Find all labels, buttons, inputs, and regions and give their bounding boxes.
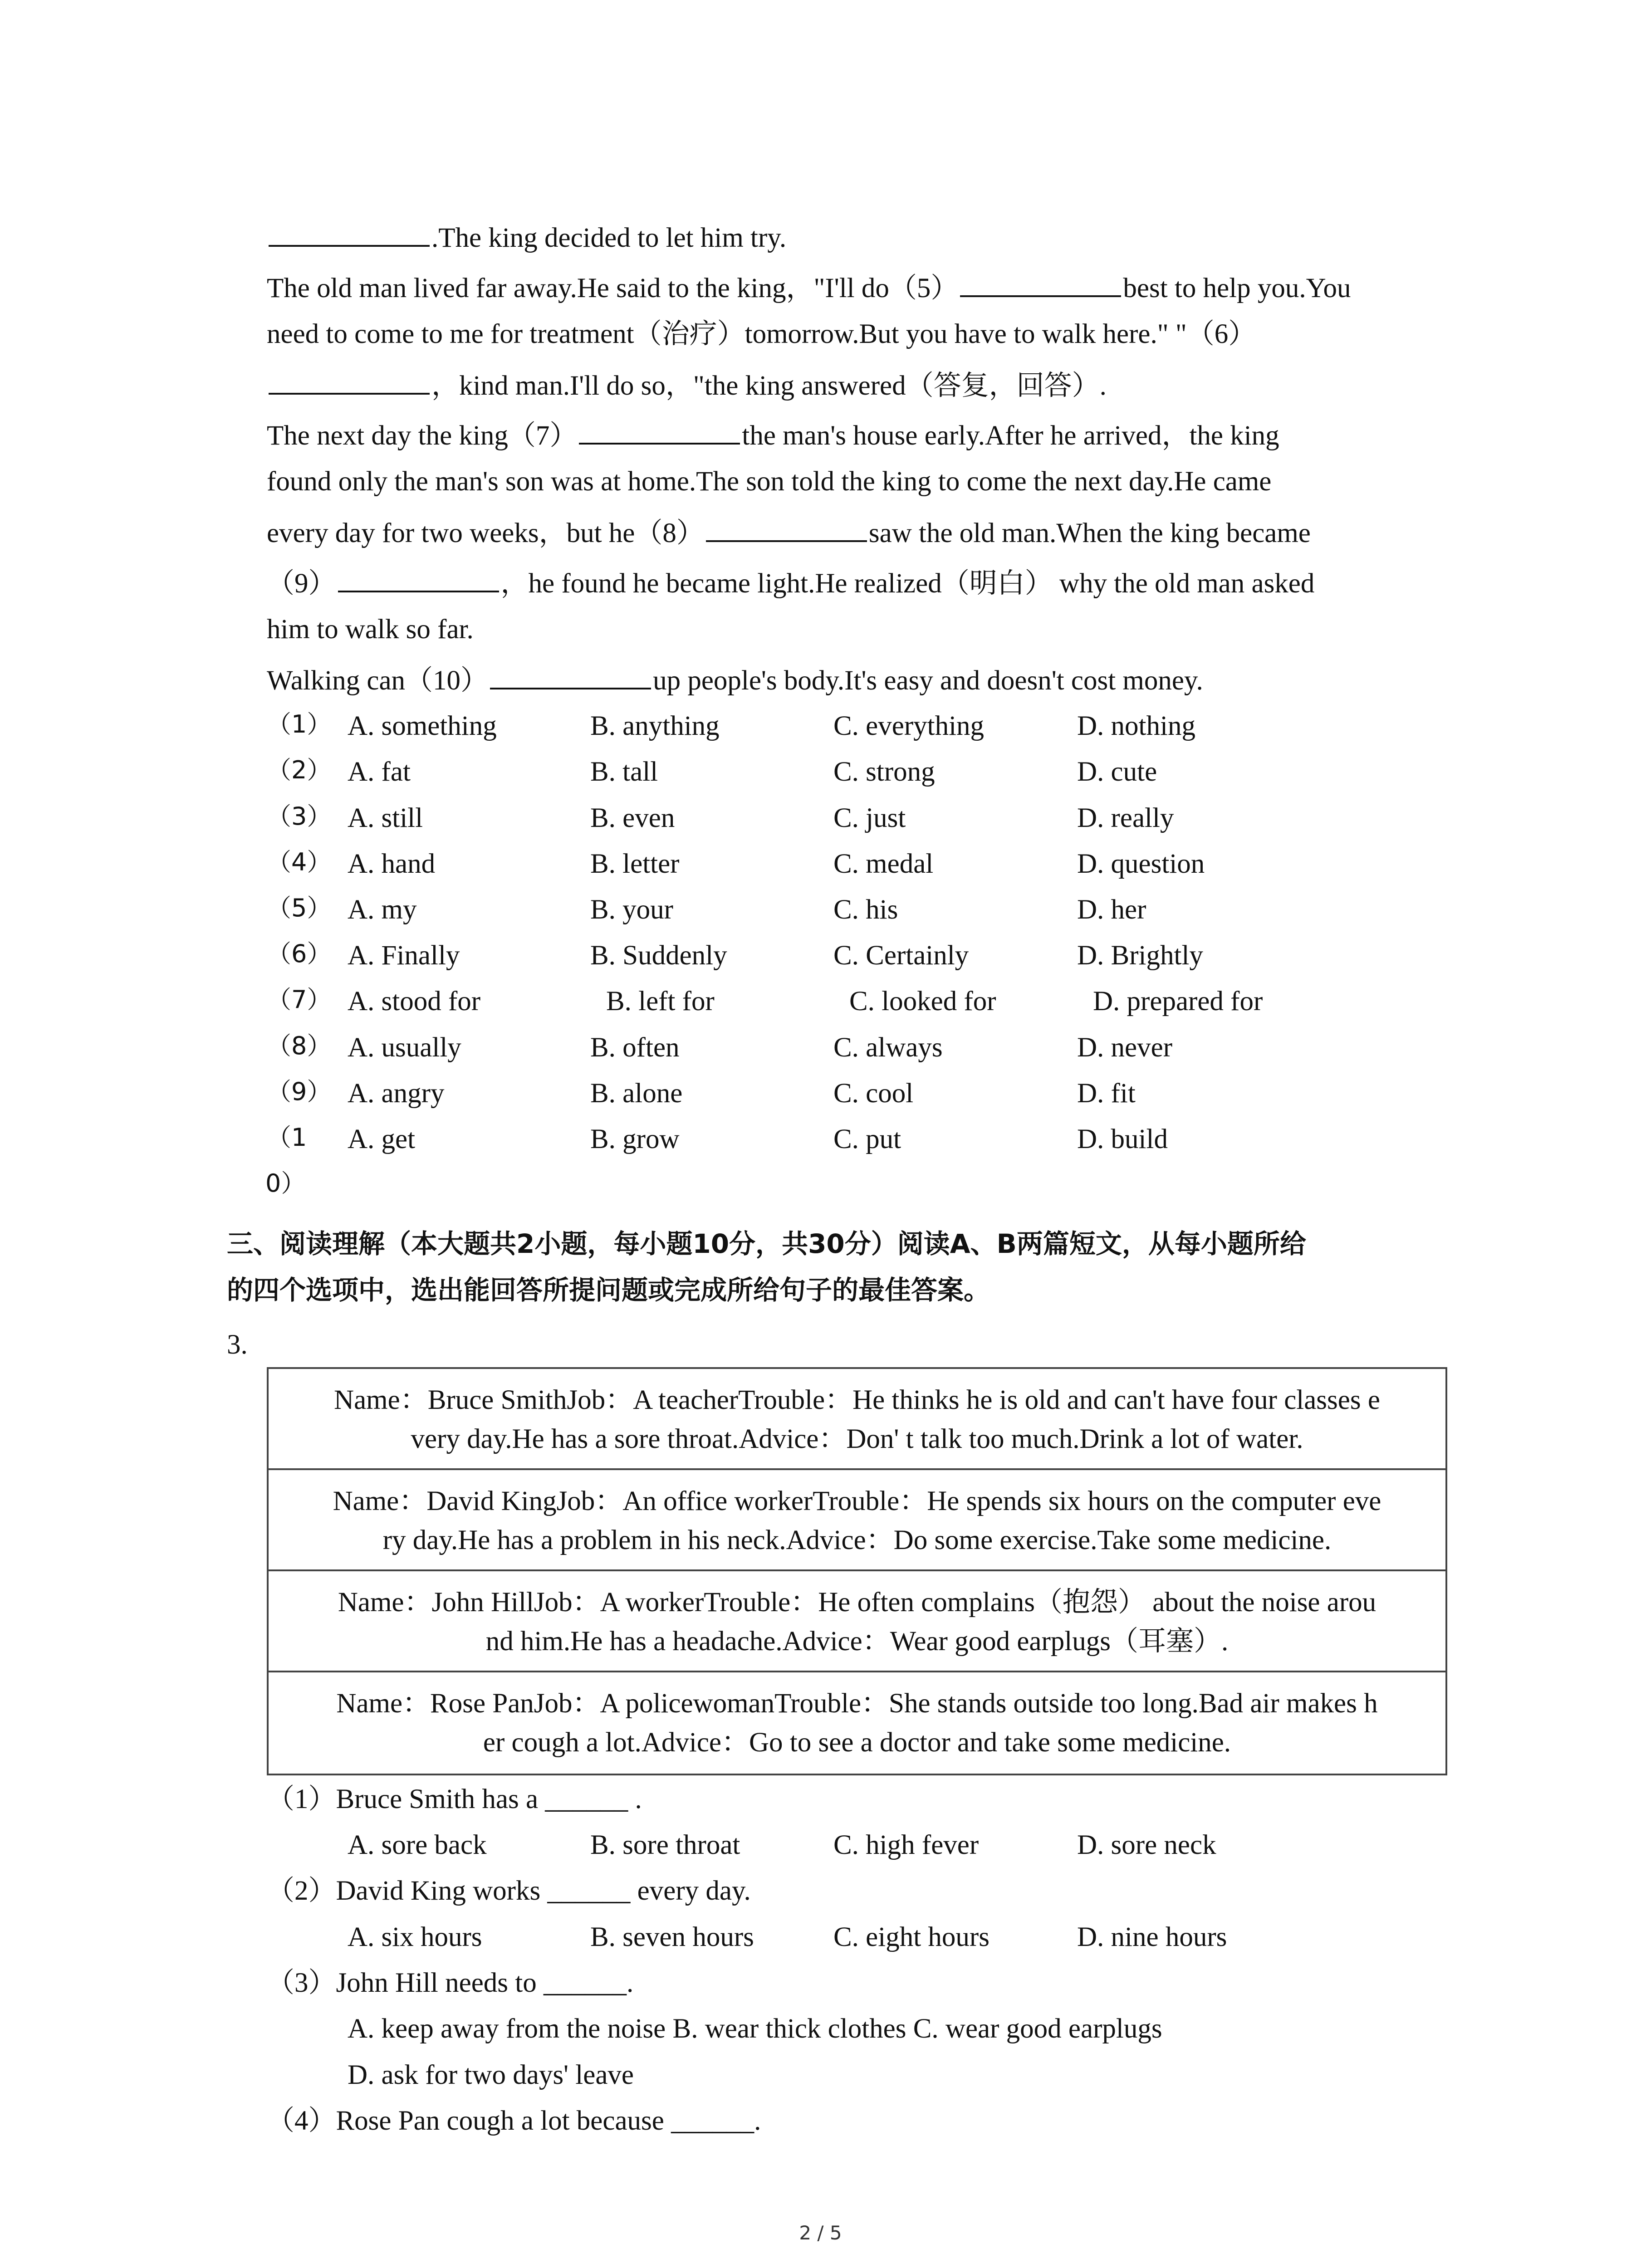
option-a: A. fat xyxy=(348,757,411,787)
blank-10 xyxy=(490,666,651,689)
option-d: D. cute xyxy=(1077,757,1157,787)
option-a: A. still xyxy=(348,803,423,833)
option-d: D. nothing xyxy=(1077,711,1195,741)
option-c: C. strong xyxy=(833,757,935,787)
option-c: C. his xyxy=(833,894,898,925)
q1-option-d: D. sore neck xyxy=(1077,1830,1216,1860)
question-2: （2）David King works ______ every day. xyxy=(267,1876,751,1906)
option-b: B. alone xyxy=(590,1078,683,1109)
page-number: 2 / 5 xyxy=(799,2222,842,2244)
passage-line-9: him to walk so far. xyxy=(267,614,474,645)
option-a: A. get xyxy=(348,1124,416,1154)
option-b: B. grow xyxy=(590,1124,680,1154)
table-row-line: Name：John HillJob：A workerTrouble：He often complains（抱怨） about the noise arou xyxy=(338,1587,1376,1618)
table-row xyxy=(269,1470,1445,1571)
table-row-line: very day.He has a sore throat.Advice：Don' t talk too much.Drink a lot of water. xyxy=(411,1424,1303,1454)
option-c: C. everything xyxy=(833,711,985,741)
passage-line-1: .The king decided to let him try. xyxy=(267,223,786,252)
q2-option-d: D. nine hours xyxy=(1077,1922,1227,1952)
table-row-line: ry day.He has a problem in his neck.Advice：Do some exercise.Take some medicine. xyxy=(382,1525,1332,1555)
passage-line-6: found only the man's son was at home.The son told the king to come the next day.He came xyxy=(267,466,1272,497)
option-a: A. usually xyxy=(348,1032,461,1063)
option-d: D. question xyxy=(1077,849,1205,879)
option-b: B. tall xyxy=(590,757,658,787)
q2-option-a: A. six hours xyxy=(348,1922,482,1952)
option-number: （6） xyxy=(267,939,332,968)
section-heading-line-1: 三、阅读理解（本大题共2小题，每小题10分，共30分）阅读A、B两篇短文，从每小题所给 xyxy=(227,1228,1306,1259)
passage-line-10: Walking can（10） up people's body.It's easy and doesn't cost money. xyxy=(267,665,1203,696)
option-number: （1） xyxy=(267,710,332,738)
q3-options-abc: A. keep away from the noise B. wear thick clothes C. wear good earplugs xyxy=(348,2014,1162,2044)
option-b: B. even xyxy=(590,803,675,833)
q2-option-c: C. eight hours xyxy=(833,1922,989,1952)
q1-option-c: C. high fever xyxy=(833,1830,979,1860)
info-table xyxy=(267,1367,1447,1775)
option-a: A. hand xyxy=(348,849,436,879)
option-number: （1 xyxy=(267,1123,307,1152)
option-d: D. build xyxy=(1077,1124,1168,1154)
option-number: （5） xyxy=(267,894,332,922)
table-row-line: nd him.He has a headache.Advice：Wear good earplugs（耳塞）. xyxy=(485,1626,1229,1657)
option-number: （4） xyxy=(267,848,332,876)
option-number: （8） xyxy=(267,1031,332,1060)
option-c: C. medal xyxy=(833,849,934,879)
blank-4 xyxy=(269,223,430,247)
option-b: B. Suddenly xyxy=(590,940,727,971)
option-number: （2） xyxy=(267,756,332,784)
option-a: A. my xyxy=(348,894,417,925)
passage-line-8: （9） ，he found he became light.He realized（明白） why the old man asked xyxy=(267,568,1315,599)
option-a: A. Finally xyxy=(348,940,460,971)
passage-line-7: every day for two weeks，but he（8） saw the old man.When the king became xyxy=(267,518,1311,548)
q1-option-a: A. sore back xyxy=(348,1830,487,1860)
blank-8 xyxy=(706,518,867,542)
option-b: B. letter xyxy=(590,849,680,879)
passage-line-5: The next day the king（7） the man's house early.After he arrived，the king xyxy=(267,420,1279,451)
blank-6 xyxy=(269,371,430,395)
table-row-line: Name：David KingJob：An office workerTrouble：He spends six hours on the computer eve xyxy=(333,1486,1381,1516)
question-1: （1）Bruce Smith has a ______ . xyxy=(267,1784,642,1814)
option-a: A. stood for xyxy=(348,986,481,1017)
option-d: D. never xyxy=(1077,1032,1173,1063)
option-a: A. something xyxy=(348,711,497,741)
table-row-line: er cough a lot.Advice：Go to see a doctor and take some medicine. xyxy=(483,1727,1231,1758)
blank-7 xyxy=(579,421,740,445)
q2-option-b: B. seven hours xyxy=(590,1922,754,1952)
table-row xyxy=(269,1369,1445,1470)
blank-9 xyxy=(338,569,499,592)
question-number: 3. xyxy=(227,1330,248,1360)
option-d: D. really xyxy=(1077,803,1174,833)
table-row-line: Name：Bruce SmithJob：A teacherTrouble：He thinks he is old and can't have four classes e xyxy=(334,1385,1380,1415)
option-c: C. always xyxy=(833,1032,943,1063)
option-b: B. often xyxy=(590,1032,680,1063)
option-d: D. her xyxy=(1077,894,1146,925)
option-c: C. looked for xyxy=(849,986,996,1017)
question-3: （3）John Hill needs to ______. xyxy=(267,1968,634,1998)
option-a: A. angry xyxy=(348,1078,445,1109)
option-d: D. prepared for xyxy=(1093,986,1263,1017)
blank-5 xyxy=(960,274,1121,297)
section-heading-line-2: 的四个选项中，选出能回答所提问题或完成所给句子的最佳答案。 xyxy=(227,1275,990,1305)
option-b: B. your xyxy=(590,894,673,925)
q1-option-b: B. sore throat xyxy=(590,1830,740,1860)
table-row xyxy=(269,1571,1445,1672)
option-c: C. Certainly xyxy=(833,940,969,971)
option-b: B. left for xyxy=(606,986,715,1017)
passage-line-2: The old man lived far away.He said to the king，"I'll do（5） best to help you.You xyxy=(267,273,1351,303)
option-number: （7） xyxy=(267,985,332,1014)
question-4: （4）Rose Pan cough a lot because ______. xyxy=(267,2106,761,2136)
option-number: （3） xyxy=(267,802,332,831)
option-d: D. fit xyxy=(1077,1078,1136,1109)
option-number: （9） xyxy=(267,1077,332,1106)
passage-line-4: ，kind man.I'll do so，"the king answered（答复，回答）. xyxy=(267,371,1107,400)
table-row xyxy=(269,1672,1445,1774)
option-number-wrap: 0） xyxy=(265,1169,306,1198)
option-c: C. cool xyxy=(833,1078,914,1109)
option-c: C. just xyxy=(833,803,906,833)
q3-option-d: D. ask for two days' leave xyxy=(348,2060,634,2090)
option-b: B. anything xyxy=(590,711,720,741)
passage-line-3: need to come to me for treatment（治疗）tomorrow.But you have to walk here." "（6） xyxy=(267,319,1256,349)
option-d: D. Brightly xyxy=(1077,940,1203,971)
option-c: C. put xyxy=(833,1124,901,1154)
table-row-line: Name：Rose PanJob：A policewomanTrouble：She stands outside too long.Bad air makes h xyxy=(336,1688,1378,1719)
